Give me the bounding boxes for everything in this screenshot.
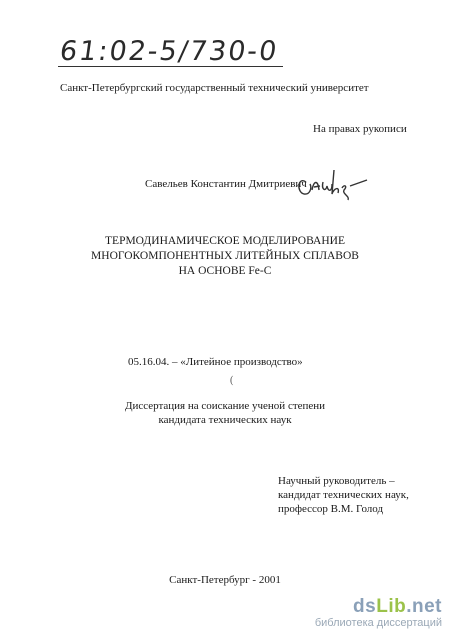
dissertation-title: [0, 234, 450, 279]
title-line-1: ТЕРМОДИНАМИЧЕСКОЕ МОДЕЛИРОВАНИЕ: [105, 235, 345, 247]
supervisor-line-3: профессор В.М. Голод: [278, 503, 384, 515]
supervisor-block: [278, 474, 409, 516]
watermark-logo-lib: Lib: [376, 596, 407, 617]
author-name: Савельев Константин Дмитриевич: [145, 178, 307, 190]
watermark-subtitle: библиотека диссертаций: [314, 617, 442, 629]
watermark-logo-ds: ds: [353, 596, 377, 617]
watermark-logo-net: .net: [406, 596, 442, 617]
title-line-3: НА ОСНОВЕ Fe-C: [178, 265, 272, 277]
author-signature: [292, 162, 372, 204]
degree-line-1: Диссертация на соискание ученой степени: [124, 400, 326, 412]
supervisor-line-2: кандидат технических наук,: [278, 489, 409, 501]
city-year: Санкт-Петербург - 2001: [169, 574, 281, 586]
specialty-code: 05.16.04. – «Литейное производство»: [128, 356, 303, 368]
university-name: Санкт-Петербургский государственный технический университет: [60, 82, 369, 94]
dslib-watermark[interactable]: [315, 597, 442, 630]
archive-code-underline: [58, 66, 283, 67]
archive-code: 61:02-5/730-0: [57, 36, 281, 67]
degree-statement: [0, 399, 450, 427]
rights-notice: На правах рукописи: [313, 123, 407, 135]
watermark-logo: [315, 597, 442, 617]
stray-pen-mark: (: [230, 375, 234, 386]
title-line-2: МНОГОКОМПОНЕНТНЫХ ЛИТЕЙНЫХ СПЛАВОВ: [91, 250, 359, 262]
supervisor-line-1: Научный руководитель –: [278, 475, 395, 487]
degree-line-2: кандидата технических наук: [158, 414, 292, 426]
